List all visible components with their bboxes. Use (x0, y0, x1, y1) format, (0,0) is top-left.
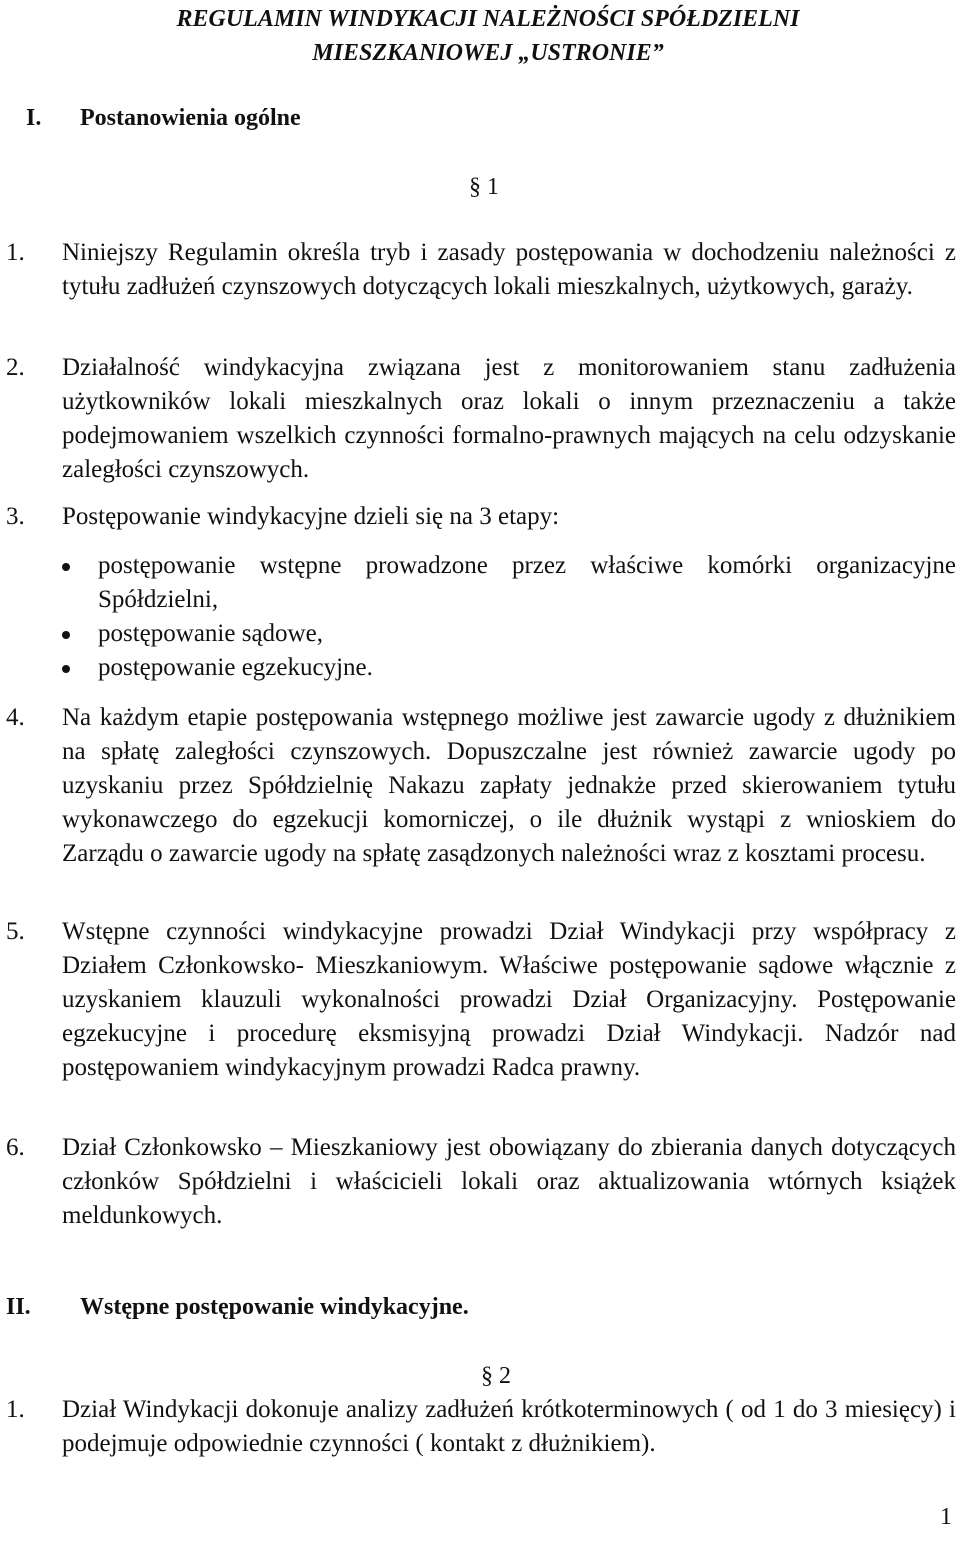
page-number: 1 (940, 1504, 952, 1530)
title-line-2: MIESZKANIOWEJ „USTRONIE” (312, 40, 664, 66)
item-number: 3. (6, 503, 25, 530)
bullet-icon (62, 631, 70, 639)
item-text: Dział Członkowsko – Mieszkaniowy jest obowiązany do zbierania danych dotyczących członków Spółdzielni i właścicieli lokali oraz aktualizowania wtórnych książek meldunkowych. (62, 1134, 956, 1229)
section-heading-1 (26, 101, 301, 135)
list-item-1-3 (6, 500, 956, 534)
item-number: 2. (6, 354, 25, 381)
list-item-1-1 (6, 236, 956, 304)
bullet-icon (62, 665, 70, 673)
item-text: Dział Windykacji dokonuje analizy zadłużeń krótkoterminowych ( od 1 do 3 miesięcy) i podejmuje odpowiednie czynności ( kontakt z dłużnikiem). (62, 1396, 956, 1457)
item-number: 6. (6, 1134, 25, 1161)
bullet-item (62, 549, 956, 617)
item-number: 1. (6, 239, 25, 266)
item-text: Na każdym etapie postępowania wstępnego możliwe jest zawarcie ugody z dłużnikiem na spłatę zaległości czynszowych. Dopuszczalne jest również zawarcie ugody po uzyskaniu przez Spółdzielnię Nakazu zapłaty jednakże przed skierowaniem tytułu wykonawczego do egzekucji komorniczej, o ile dłużnik wystąpi z wnioskiem do Zarządu o zawarcie ugody na spłatę zasądzonych należności wraz z kosztami procesu. (62, 704, 956, 867)
paragraph-mark-1: § 1 (469, 174, 499, 200)
title-line-1: REGULAMIN WINDYKACJI NALEŻNOŚCI SPÓŁDZIELNI (176, 6, 800, 32)
bullet-list (62, 549, 956, 685)
section-heading-2 (6, 1290, 469, 1324)
bullet-item (62, 617, 956, 651)
document-title (108, 2, 868, 70)
section-number: II. (6, 1294, 31, 1320)
list-item-1-6 (6, 1131, 956, 1233)
list-item-2-1 (6, 1393, 956, 1461)
bullet-text: postępowanie egzekucyjne. (98, 654, 373, 681)
paragraph-mark-2: § 2 (481, 1363, 511, 1389)
item-number: 4. (6, 704, 25, 731)
bullet-item (62, 651, 956, 685)
item-text: Wstępne czynności windykacyjne prowadzi Dział Windykacji przy współpracy z Działem Członkowsko- Mieszkaniowym. Właściwe postępowanie sądowe włącznie z uzyskaniem klauzuli wykonalności prowadzi Dział Organizacyjny. Postępowanie egzekucyjne i procedurę eksmisyjną prowadzi Dział Windykacji. Nadzór nad postępowaniem windykacyjnym prowadzi Radca prawny. (62, 918, 956, 1081)
bullet-icon (62, 563, 70, 571)
list-item-1-4 (6, 701, 956, 871)
item-text: Niniejszy Regulamin określa tryb i zasady postępowania w dochodzeniu należności z tytułu zadłużeń czynszowych dotyczących lokali mieszkalnych, użytkowych, garaży. (62, 239, 956, 300)
item-number: 1. (6, 1396, 25, 1423)
section-title: Postanowienia ogólne (80, 105, 301, 131)
list-item-1-2 (6, 351, 956, 487)
list-item-1-5 (6, 915, 956, 1085)
item-text: Działalność windykacyjna związana jest z monitorowaniem stanu zadłużenia użytkowników lokali mieszkalnych oraz lokali o innym przeznaczeniu a także podejmowaniem wszelkich czynności formalno-prawnych mających na celu odzyskanie zaległości czynszowych. (62, 354, 956, 483)
bullet-text: postępowanie wstępne prowadzone przez właściwe komórki organizacyjne Spółdzielni, (98, 552, 956, 613)
item-text: Postępowanie windykacyjne dzieli się na 3 etapy: (62, 503, 560, 530)
section-number: I. (26, 105, 42, 131)
section-title: Wstępne postępowanie windykacyjne. (80, 1294, 469, 1320)
item-number: 5. (6, 918, 25, 945)
bullet-text: postępowanie sądowe, (98, 620, 323, 647)
